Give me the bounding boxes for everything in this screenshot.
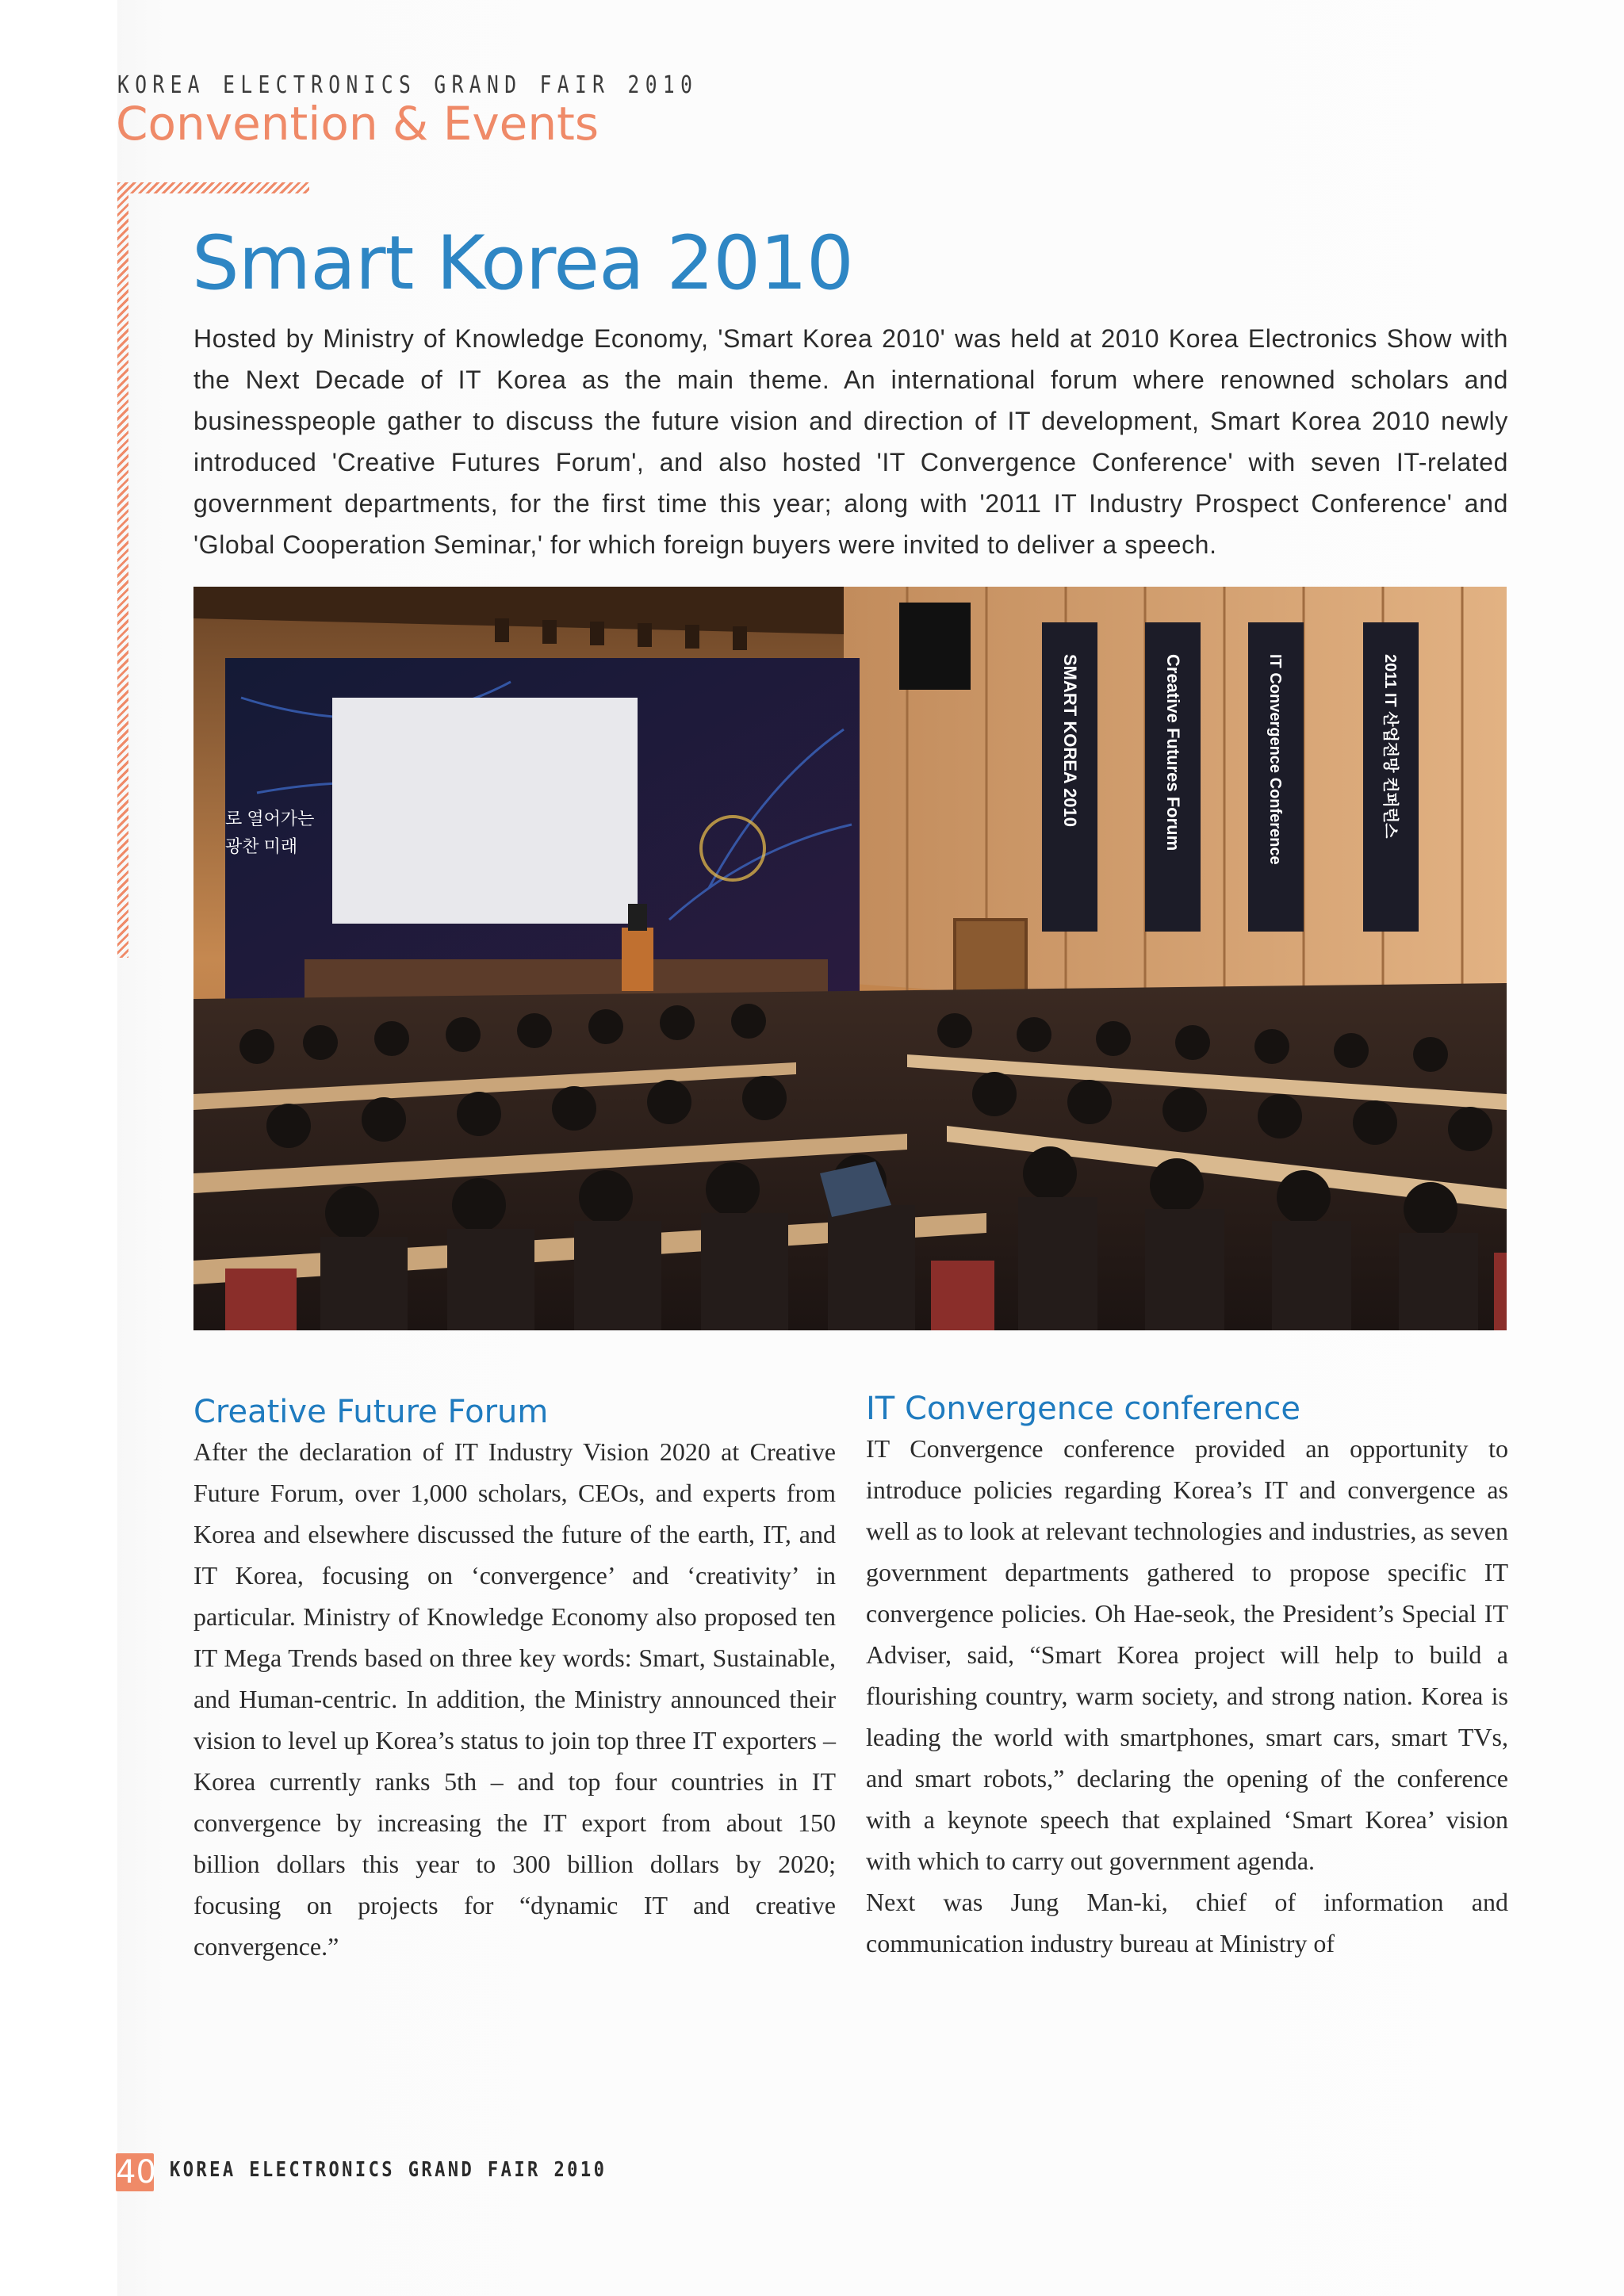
screen-text-line1: 로 열어가는 [225,809,315,828]
article-intro: Hosted by Ministry of Knowledge Economy, 'Smart Korea 2010' was held at 2010 Korea Electronics Show with the Next Decade of IT Korea as the main theme. An international forum where renowned scholars and businesspeople gather to discuss the future vision and direction of IT development, Smart Korea 2010 newly introduced 'Creative Futures Forum', and also hosted 'IT Convergence Conference' with seven IT-related government departments, for the first time this year; along with '2011 IT Industry Prospect Conference' and 'Global Cooperation Seminar,' for which foreign buyers were invited to deliver a speech. [193,324,1508,559]
body-it-convergence-paragraph-1: IT Convergence conference provided an opportunity to introduce policies regarding Korea’s IT and convergence as well as to look at relevant technologies and industries, as seven government departments gathered to propose specific IT convergence policies. Oh Hae-seok, the President’s Special IT Adviser, said, “Smart Korea project will help to build a flourishing country, warm society, and strong nation. Korea is leading the world with smartphones, smart cars, smart TVs, and smart robots,” declaring the opening of the conference with a keynote speech that explained ‘Smart Korea’ vision with which to carry out government agenda. [866,1434,1508,1875]
photo-illustration [193,587,1507,1330]
heading-creative-future-forum: Creative Future Forum [193,1394,549,1430]
banner-2011-it-prospect: 2011 IT 산업전망 컨퍼런스 [1381,654,1399,839]
page-number: 40 [116,2154,156,2191]
article-title: Smart Korea 2010 [192,220,853,307]
body-creative-future-forum: After the declaration of IT Industry Vision 2020 at Creative Future Forum, over 1,000 scholars, CEOs, and experts from Korea and elsewhere discussed the future of the earth, IT, and IT Korea, focusing on ‘convergence’ and ‘creativity’ in particular. Ministry of Knowledge Economy also proposed ten IT Mega Trends based on three key words: Smart, Sustainable, and Human-centric. In addition, the Ministry announced their vision to level up Korea’s status to join top three IT exporters – Korea currently ranks 5th – and top four countries in IT convergence by increasing the IT export from about 150 billion dollars this year to 300 billion dollars by 2020; focusing on projects for “dynamic IT and creative convergence.” [193,1437,836,1961]
banner-it-convergence: IT Convergence Conference [1266,654,1284,865]
decorative-hatch-left [117,182,128,958]
body-it-convergence-conference [866,1428,1508,1964]
screen-text-line2: 광찬 미래 [225,836,298,856]
conference-hall-photo [193,587,1507,1330]
footer-title: KOREA ELECTRONICS GRAND FAIR 2010 [170,2158,607,2182]
header-kicker: KOREA ELECTRONICS GRAND FAIR 2010 [117,71,699,99]
banner-creative-futures: Creative Futures Forum [1163,654,1183,851]
banner-smart-korea: SMART KOREA 2010 [1060,654,1080,828]
decorative-hatch-top [117,182,309,193]
heading-it-convergence-conference: IT Convergence conference [866,1391,1301,1427]
section-header-title: Convention & Events [116,97,599,151]
body-it-convergence-paragraph-2: Next was Jung Man-ki, chief of information and communication industry bureau at Ministry of [866,1888,1508,1957]
